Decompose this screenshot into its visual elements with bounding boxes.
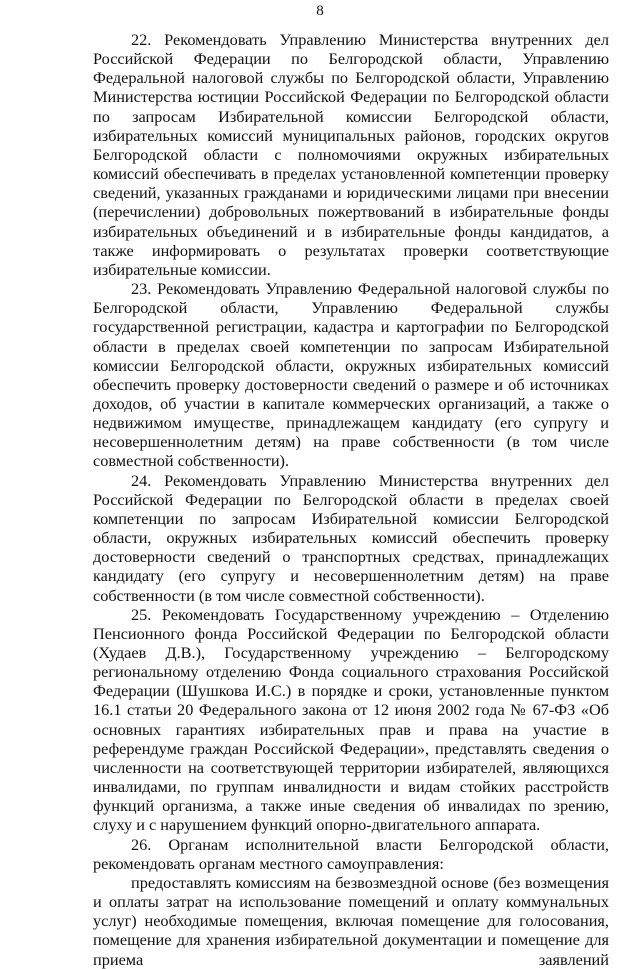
paragraph-24: 24. Рекомендовать Управлению Министерства внутренних дел Российской Федерации по Белгородской области в пределах своей компетенции по запросам Избирательной комиссии Белгородской области, окружных избирательных комиссий обеспечить проверку достоверности сведений о транспортных средствах, принадлежащих кандидату (его супругу и несовершеннолетним детям) на праве собственности (в том числе совместной собственности).	[93, 470, 609, 605]
paragraph-26: 26. Органам исполнительной власти Белгородской области, рекомендовать органам местного самоуправления:	[93, 834, 609, 873]
document-body	[93, 30, 609, 969]
paragraph-23: 23. Рекомендовать Управлению Федеральной налоговой службы по Белгородской области, Управлению Федеральной службы государственной регистрации, кадастра и картографии по Белгородской области в пределах своей компетенции по запросам Избирательной комиссии Белгородской области, окружных избирательных комиссий обеспечить проверку достоверности сведений о размере и об источниках доходов, об участии в капитале коммерческих организаций, а также о недвижимом имуществе, принадлежащем кандидату (его супругу и несовершеннолетним детям) на праве собственности (в том числе совместной собственности).	[93, 279, 609, 471]
paragraph-26-continuation: предоставлять комиссиям на безвозмездной основе (без возмещения и оплаты затрат на использование помещений и оплату коммунальных услуг) необходимые помещения, включая помещение для голосования, помещение для хранения избирательной документации и помещение для приема заявлений	[93, 872, 609, 969]
paragraph-25: 25. Рекомендовать Государственному учреждению – Отделению Пенсионного фонда Российской Федерации по Белгородской области (Худаев Д.В.), Государственному учреждению – Белгородскому региональному отделению Фонда социального страхования Российской Федерации (Шушкова И.С.) в порядке и сроки, установленные пунктом 16.1 статьи 20 Федерального закона от 12 июня 2002 года № 67-ФЗ «Об основных гарантиях избирательных прав и права на участие в референдуме граждан Российской Федерации», представлять сведения о численности на соответствующей территории избирателей, являющихся инвалидами, по группам инвалидности и видам стойких расстройств функций организма, а также иные сведения об инвалидах по зрению, слуху и с нарушением функций опорно-двигательного аппарата.	[93, 604, 609, 835]
page-number: 8	[316, 3, 324, 19]
paragraph-22: 22. Рекомендовать Управлению Министерства внутренних дел Российской Федерации по Белгородской области, Управлению Федеральной налоговой службы по Белгородской области, Управлению Министерства юстиции Российской Федерации по Белгородской области по запросам Избирательной комиссии Белгородской области, избирательных комиссий муниципальных районов, городских округов Белгородской области с полномочиями окружных избирательных комиссий обеспечивать в пределах установленной компетенции проверку сведений, указанных гражданами и юридическими лицами при внесении (перечислении) добровольных пожертвований в избирательные фонды избирательных объединений и в избирательные фонды кандидатов, а также информировать о результатах проверки соответствующие избирательные комиссии.	[93, 30, 609, 279]
